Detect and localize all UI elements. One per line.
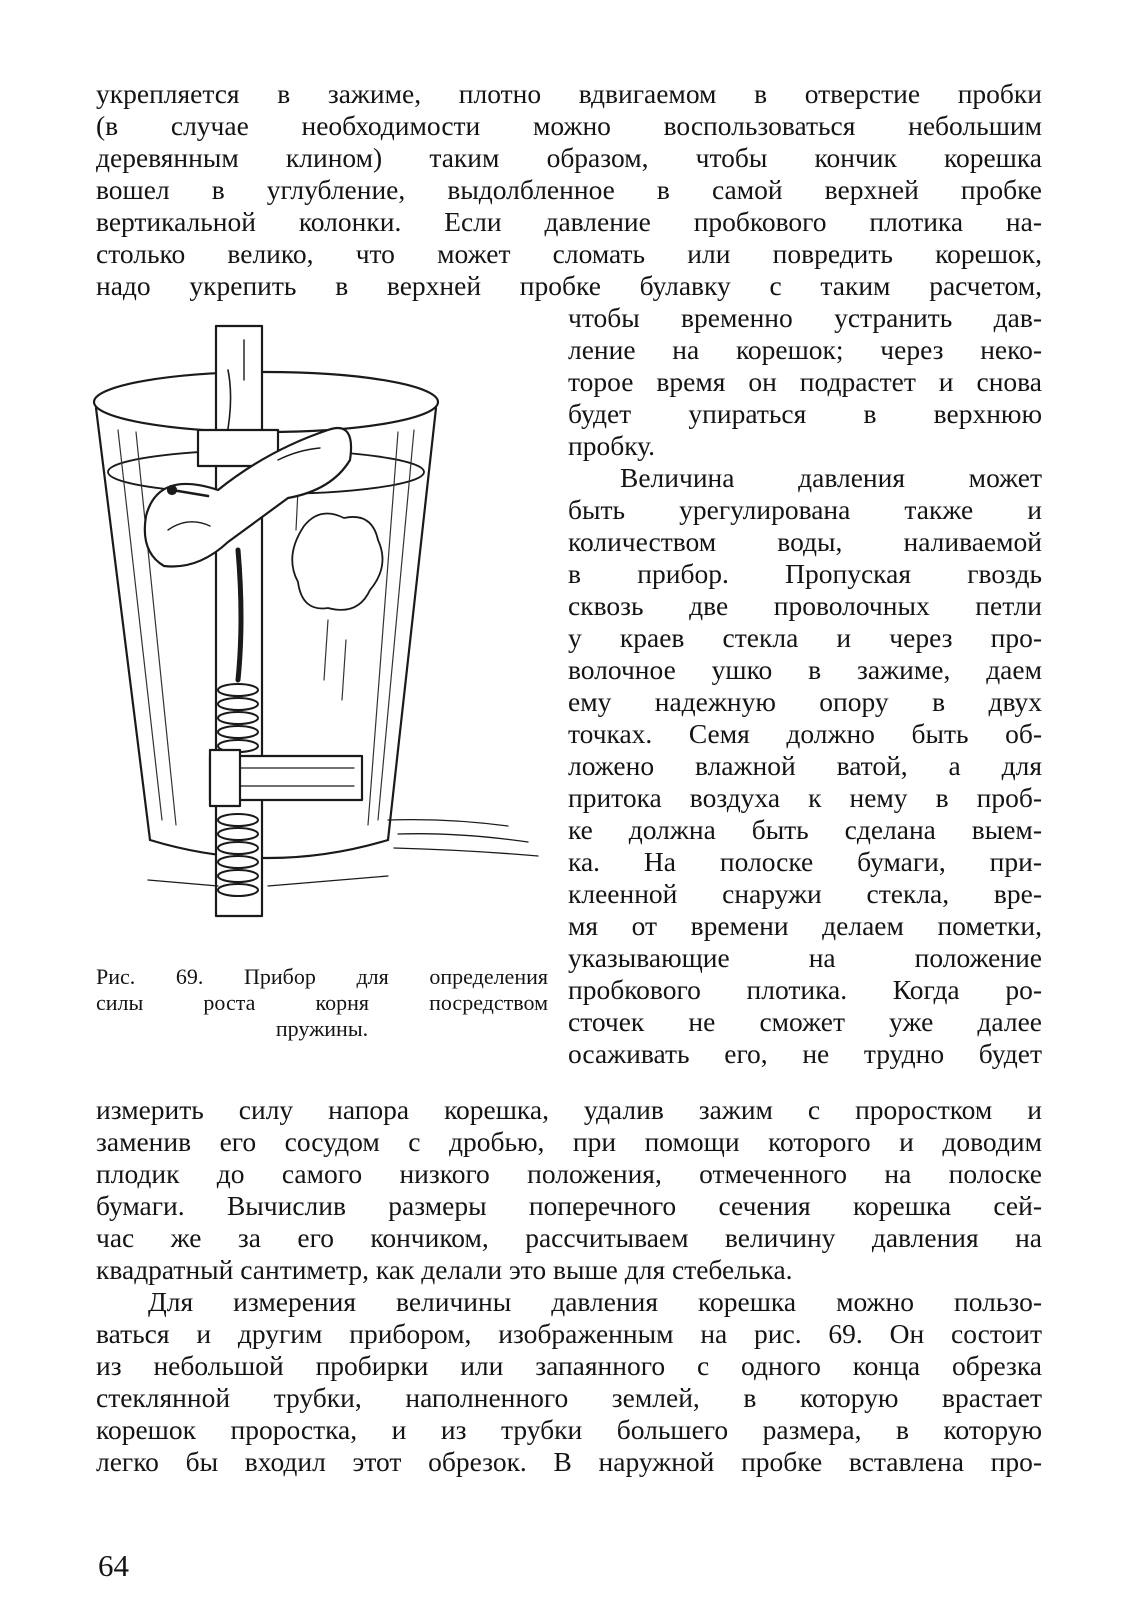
text-line: быть урегулирована также и — [568, 494, 1042, 525]
text-line: столько велико, что может сломать или повредить корешок, — [96, 238, 1042, 269]
text-line: укрепляется в зажиме, плотно вдвигаемом в отверстие пробки — [96, 78, 1042, 109]
text-line: заменив его сосудом с дробью, при помощи которого и доводим — [96, 1126, 1042, 1157]
text-line: легко бы входил этот обрезок. В наружной пробке вставлена про- — [96, 1446, 1042, 1477]
text-line: ление на корешок; через неко- — [568, 334, 1042, 365]
caption-line: пружины. — [275, 1016, 369, 1041]
text-line: вертикальной колонки. Если давление пробкового плотика на- — [96, 206, 1042, 237]
text-line: количеством воды, наливаемой — [568, 526, 1042, 557]
text-line: надо укрепить в верхней пробке булавку с таким расчетом, — [96, 270, 1042, 301]
text-line: мя от времени делаем пометки, — [568, 910, 1042, 941]
nail-head — [168, 486, 176, 494]
caption-line: силы роста корня посредством — [96, 990, 548, 1015]
glass-bottom — [150, 840, 388, 858]
text-line: Величина давления может — [620, 462, 1042, 493]
text-line: торое время он подрастет и снова — [568, 366, 1042, 397]
text-line: точках. Семя должно быть об- — [568, 718, 1042, 749]
text-line: корешок проростка, и из трубки большего размера, в которую — [96, 1414, 1042, 1445]
caption-line: Рис. 69. Прибор для определения — [96, 964, 548, 989]
text-line: из небольшой пробирки или запаянного с одного конца обрезка — [96, 1350, 1042, 1381]
text-line: сквозь две проволочных петли — [568, 590, 1042, 621]
text-line: вошел в углубление, выдолбленное в самой верхней пробке — [96, 174, 1042, 205]
text-line: в прибор. Пропуская гвоздь — [568, 558, 1042, 589]
text-line: пробкового плотика. Когда ро- — [568, 974, 1042, 1005]
text-line: волочное ушко в зажиме, даем — [568, 654, 1042, 685]
figure-69-illustration — [88, 320, 554, 952]
text-line: стеклянной трубки, наполненного землей, в которую врастает — [96, 1382, 1042, 1413]
glass-rim — [94, 372, 438, 432]
cotton-wool — [292, 514, 382, 610]
text-line: сточек не сможет уже далее — [568, 1006, 1042, 1037]
text-line: Для измерения величины давления корешка можно пользо- — [148, 1286, 1042, 1317]
text-line: ке должна быть сделана выем- — [568, 814, 1042, 845]
text-line: ваться и другим прибором, изображенным на рис. 69. Он состоит — [96, 1318, 1042, 1349]
text-line: клеенной снаружи стекла, вре- — [568, 878, 1042, 909]
page-number: 64 — [98, 1548, 129, 1583]
text-line: пробку. — [568, 430, 656, 461]
text-line: (в случае необходимости можно воспользоваться небольшим — [96, 110, 1042, 141]
bottom-text-block — [96, 1094, 1042, 1478]
text-line: указывающие на положение — [568, 942, 1042, 973]
text-line: ка. На полоске бумаги, при- — [568, 846, 1042, 877]
top-text-block — [96, 78, 1042, 302]
text-line: у краев стекла и через про- — [568, 622, 1042, 653]
text-line: чтобы временно устранить дав- — [568, 302, 1042, 333]
text-line: ложено влажной ватой, а для — [568, 750, 1042, 781]
figure-caption — [96, 964, 548, 1042]
text-line: час же за его кончиком, рассчитываем величину давления на — [96, 1222, 1042, 1253]
text-line: ему надежную опору в двух — [568, 686, 1042, 717]
glass-apparatus-icon — [88, 320, 554, 952]
text-line: деревянным клином) таким образом, чтобы кончик корешка — [96, 142, 1042, 173]
text-line: плодик до самого низкого положения, отмеченного на полоске — [96, 1158, 1042, 1189]
text-line: притока воздуха к нему в проб- — [568, 782, 1042, 813]
text-line: измерить силу напора корешка, удалив зажим с проростком и — [96, 1094, 1042, 1125]
text-line: бумаги. Вычислив размеры поперечного сечения корешка сей- — [96, 1190, 1042, 1221]
text-line: будет упираться в верхнюю — [568, 398, 1042, 429]
right-text-block — [568, 302, 1042, 1070]
clamp-piece — [210, 750, 240, 806]
text-line: квадратный сантиметр, как делали это выше для стебелька. — [96, 1254, 793, 1285]
text-line: осаживать его, не трудно будет — [568, 1038, 1042, 1069]
